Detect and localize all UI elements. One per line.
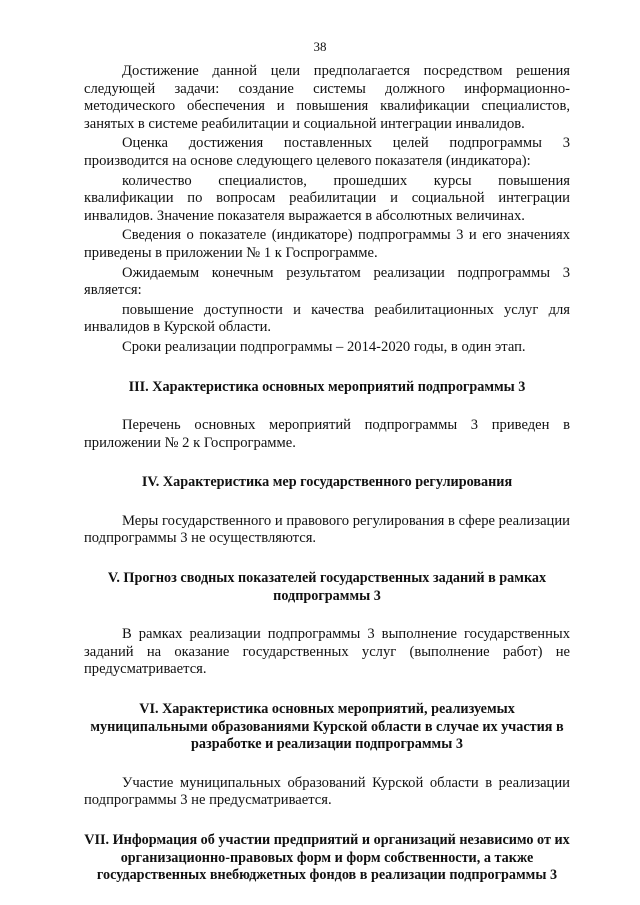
paragraph-goal-task: Достижение данной цели предполагается посредством решения следующей задачи: создание системы должного информационно-методического обеспечения и повышения квалификации специалистов, занятых в системе реабилитации и социальной интеграции инвалидов.: [84, 63, 570, 132]
paragraph-result-detail: повышение доступности и качества реабилитационных услуг для инвалидов в Курской области.: [84, 301, 570, 336]
section-heading-5: V. Прогноз сводных показателей государственных заданий в рамках подпрограммы 3: [107, 570, 547, 604]
section-heading-3: III. Характеристика основных мероприятий подпрограммы 3: [128, 378, 526, 395]
paragraph-indicator-info: Сведения о показателе (индикаторе) подпрограммы 3 и его значениях приведены в приложении № 1 к Госпрограмме.: [84, 227, 570, 261]
paragraph-measures-list: Перечень основных мероприятий подпрограммы 3 приведен в приложении № 2 к Госпрограмме.: [84, 417, 570, 451]
paragraph-regulation: Меры государственного и правового регулирования в сфере реализации подпрограммы 3 не осуществляются.: [84, 512, 570, 547]
document-body: [84, 63, 570, 885]
paragraph-state-tasks: В рамках реализации подпрограммы 3 выполнение государственных заданий на оказание государственных услуг (выполнение работ) не предусматривается.: [84, 626, 570, 678]
section-heading-6: VI. Характеристика основных мероприятий, реализуемых муниципальными образованиями Курской области в случае их участия в разработке и реализации подпрограммы 3: [90, 701, 564, 753]
paragraph-expected-result: Ожидаемым конечным результатом реализации подпрограммы 3 является:: [84, 264, 570, 299]
section-heading-7: VII. Информация об участии предприятий и организаций независимо от их организационно-правовых форм и форм собственности, а также государственных внебюджетных фондов в реализации подпрограммы 3: [84, 832, 570, 884]
section-heading-4: IV. Характеристика мер государственного регулирования: [141, 474, 513, 491]
page-number: 38: [313, 39, 327, 54]
paragraph-evaluation: Оценка достижения поставленных целей подпрограммы 3 производится на основе следующего целевого показателя (индикатора):: [84, 135, 570, 169]
paragraph-timeline: Сроки реализации подпрограммы – 2014-2020 годы, в один этап.: [122, 338, 526, 355]
paragraph-indicator: количество специалистов, прошедших курсы повышения квалификации по вопросам реабилитации и социальной интеграции инвалидов. Значение показателя выражается в абсолютных величинах.: [84, 172, 570, 224]
paragraph-municipal: Участие муниципальных образований Курской области в реализации подпрограммы 3 не предусматривается.: [84, 774, 570, 809]
